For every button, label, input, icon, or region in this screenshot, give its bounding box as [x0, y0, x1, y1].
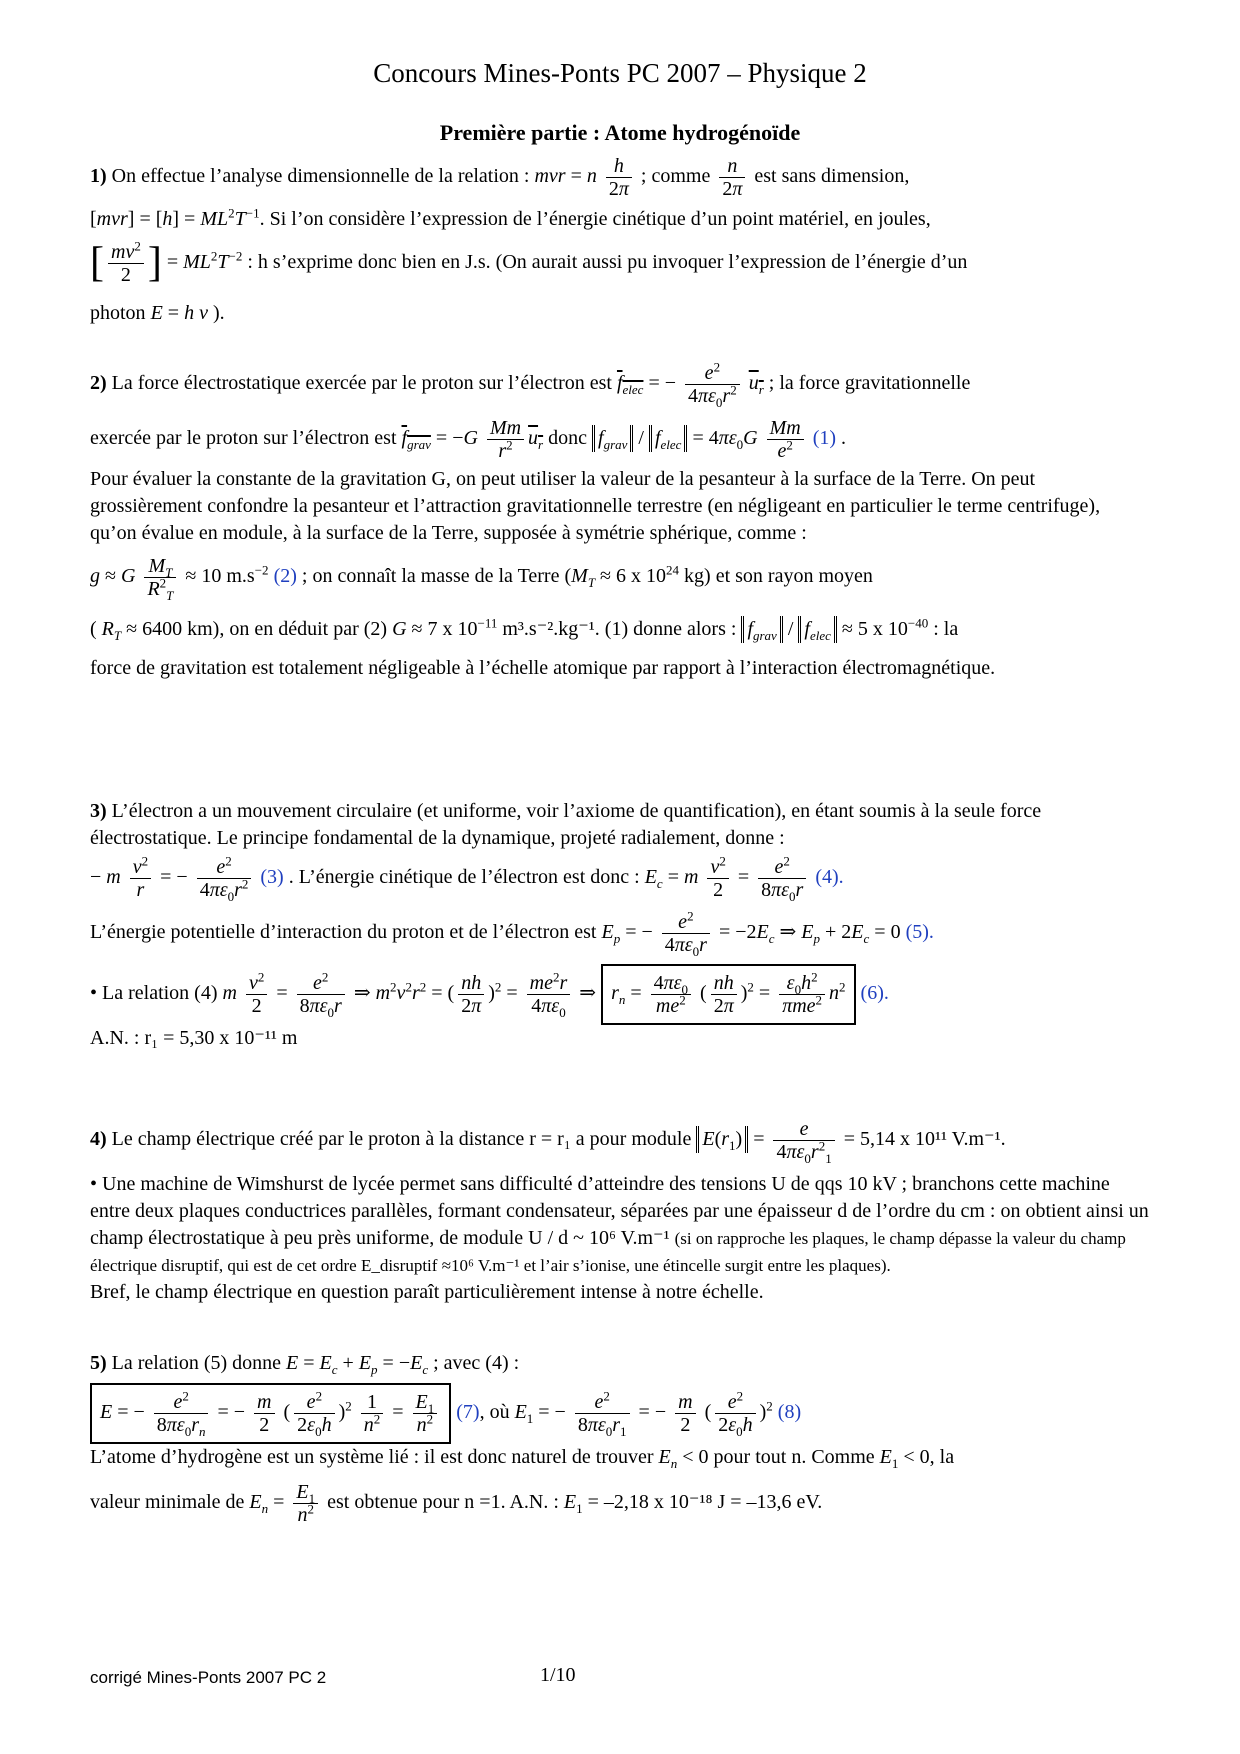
q5-line1: 5) La relation (5) donne $E = E_c + E_p = -E_c$ ; avec (4) :: [90, 1352, 520, 1377]
q2-g-line: g ≈ G $\frac{M_T}{R^2_T}$ ≈ 10 $m.s^{-2}$ (2) ; on connaît la masse de la Terre ($M_T \approx 6$ x $10^{24}$ kg) et son rayon moyen: [90, 555, 873, 603]
q2-text-2: exercée par le proton sur l’électron est: [90, 427, 397, 450]
eq-ref-1: (1): [812, 427, 837, 450]
earth-mass-value: 6 x 10: [616, 565, 667, 588]
question-1: [90, 155, 1150, 327]
eq-ref-8: (8): [777, 1401, 802, 1424]
result-box-rn: $r_n$ = $\frac{4\pi\varepsilon_0}{me^2}$ ( $\frac{nh}{2\pi}$ )$^2$ = $\frac{\varepsilon_0h^2}{\pi me^2}$ $n^2$: [601, 964, 855, 1025]
q3-text: L’électron a un mouvement circulaire (et uniforme, voir l’axiome de quantification), en étant soumis à la seule force électrostatique. Le principe fondamental de la dynamique, projeté radialement, donne :: [90, 800, 1042, 849]
q3-paragraph: [90, 798, 1150, 852]
q2-line2: exercée par le proton sur l’électron est $f_{grav} = -G$ $\frac{Mm}{r^2}$ $u_r$ donc $f_{grav} / f_{elec} = 4\pi\varepsilon_0G$ $\frac{Mm}{e^2}$ (1) .: [90, 417, 847, 462]
q5-text-4b: est obtenue pour n =1. A.N. :: [327, 1491, 559, 1514]
q4-para1: • Une machine de Wimshurst de lycée permet sans difficulté d’atteindre des tensions U de qqs 10 kV ; branchons cette machine entre deux plaques conductrices parallèles, formant condensateur, séparées par une épaisseur d de l’ordre du cm : on obtient ainsi un champ électrostatique à peu près uniforme, de module U / d ~ 10⁶ V.m⁻¹: [90, 1173, 1149, 1249]
q2-line1: 2) La force électrostatique exercée par le proton sur l’électron est $f_{elec}$ = − $\frac{e^2}{4\pi\varepsilon_0r^2}$ $u_r$ ; la force gravitationnelle: [90, 359, 971, 410]
ratio-value: 5 x 10: [857, 618, 908, 640]
eq-ref-2: (2): [273, 565, 297, 588]
q4-number: 4): [90, 1128, 107, 1151]
q5-text-1: La relation (5) donne: [111, 1352, 282, 1374]
q2-number: 2): [90, 372, 107, 395]
q3-number: 3): [90, 800, 107, 822]
q1-text-3: : h s’exprime donc bien en J.s. (On aurait aussi pu invoquer l’expression de l’énergie d’un: [247, 251, 968, 274]
q1-text-1c: est sans dimension,: [754, 165, 910, 188]
q5-text-3c: , la: [929, 1446, 955, 1468]
eq-ref-5: (5).: [905, 921, 934, 944]
q1-text-4: photon: [90, 302, 146, 324]
q5-text-4c: = –2,18 x 10⁻¹⁸ J = –13,6 eV.: [587, 1491, 823, 1514]
eq-ref-6: (6).: [860, 982, 889, 1005]
q3-ep-line: L’énergie potentielle d’interaction du proton et de l’électron est $E_p$ = − $\frac{e^2}{4\pi\varepsilon_0r}$ = $-2E_c$ ⇒ $E_p + 2E_c = 0$ (5).: [90, 908, 934, 959]
G-unit: m³.s⁻².kg⁻¹. (1) donne alors :: [502, 618, 737, 640]
q1-line2: $[mvr] = [h] = ML^2T^{-1}$. Si l’on considère l’expression de l’énergie cinétique d’un point matériel, en joules,: [90, 205, 931, 230]
q5-ou: , où: [479, 1401, 510, 1424]
question-5: [90, 1350, 1150, 1526]
eq-ref-3: (3): [260, 866, 284, 889]
q4-para1-small: (si on rapproche les plaques, le champ dépasse la valeur du champ électrique disruptif, qui est de cet ordre E_disruptif ≈10⁶ V.m⁻¹ et l’air s’ionise, une étincelle surgit entre les plaques).: [90, 1229, 1126, 1275]
q4-paragraph-2: Bref, le champ électrique en question paraît particulièrement intense à notre échelle.: [90, 1281, 764, 1303]
q5-line4: valeur minimale de $E_n$ = $\frac{E_1}{n^2}$ est obtenue pour n =1. A.N. : $E_1 = -2,18$ x 10⁻¹⁸ J = –13,6 eV.: [90, 1481, 823, 1526]
q3-rel-text: • La relation (4): [90, 982, 218, 1005]
q1-text-1: On effectue l’analyse dimensionnelle de la relation :: [111, 165, 530, 188]
question-3: [90, 798, 1150, 1052]
q5-text-3b: pour tout n. Comme: [713, 1446, 875, 1468]
q5-text-1b: ; avec (4) :: [433, 1352, 520, 1374]
q4-paragraph-1: [90, 1171, 1150, 1279]
q5-eq-line: E = − $\frac{e^2}{8\pi\varepsilon_0r_n}$ = − $\frac{m}{2}$ ( $\frac{e^2}{2\varepsilon_0h}$ )$^2$ $\frac{1}{n^2}$ = $\frac{E_1}{n^2}$ (7), où $E_1$ = − $\frac{e^2}{8\pi\varepsilon_0r_1}$ = − $\frac{m}{2}$ ( $\frac{e^2}{2\varepsilon_0h}$ )$^2$ (8): [90, 1383, 1150, 1444]
q5-line3: L’atome d’hydrogène est un système lié : il est donc naturel de trouver $E_n < 0$ pour tout n. Comme $E_1 < 0$, la: [90, 1446, 955, 1471]
q4-line1: 4) Le champ électrique créé par le proton à la distance r = r₁ a pour module $E(r_1)$ = $\frac{e}{4\pi\varepsilon_0r^2_1}$ = 5,14 x 10¹¹ V.m⁻¹.: [90, 1118, 1006, 1166]
q2-paragraph: Pour évaluer la constante de la gravitation G, on peut utiliser la valeur de la pesanteur à la surface de la Terre. On peut grossièrement confondre la pesanteur et l’attraction gravitationnelle terrestre (en négligeant en particulier le terme centrifuge), qu’on évalue en module, à la surface de la Terre, supposée à symétrie sphérique, comme :: [90, 468, 1101, 544]
result-box-energy: E = − $\frac{e^2}{8\pi\varepsilon_0r_n}$ = − $\frac{m}{2}$ ( $\frac{e^2}{2\varepsilon_0h}$ )$^2$ $\frac{1}{n^2}$ = $\frac{E_1}{n^2}$: [90, 1383, 451, 1444]
q2-text-1: La force électrostatique exercée par le proton sur l’électron est: [111, 372, 612, 395]
question-2: [90, 359, 1150, 682]
q3-an: A.N. : r₁ = 5,30 x 10⁻¹¹ m: [90, 1027, 298, 1049]
G-value: 7 x 10: [427, 618, 478, 640]
page-number: 1/10: [540, 1664, 576, 1686]
q1-line1: 1) On effectue l’analyse dimensionnelle de la relation : mvr = n $\frac{h}{2\pi}$ ; comme $\frac{n}{2\pi}$ est sans dimension,: [90, 155, 910, 200]
earth-radius-value: 6400 km), on en déduit par (2): [142, 618, 388, 640]
section-title: Première partie : Atome hydrogénoïde: [439, 120, 801, 145]
footer-label: corrigé Mines-Ponts 2007 PC 2: [90, 1668, 327, 1687]
q1-line4: photon E = h ν ).: [90, 302, 225, 324]
eq-ref-4: (4).: [815, 866, 844, 889]
q2-text-1b: ; la force gravitationnelle: [768, 372, 971, 395]
page-title: Concours Mines-Ponts PC 2007 – Physique 2: [373, 58, 867, 88]
q5-text-4: valeur minimale de: [90, 1491, 245, 1514]
eq-ref-7: (7): [456, 1401, 480, 1424]
ratio-end: : la: [933, 618, 959, 640]
field-value: = 5,14 x 10¹¹ V.m⁻¹.: [843, 1128, 1006, 1151]
q2-conclusion: force de gravitation est totalement négligeable à l’échelle atomique par rapport à l’interaction électromagnétique.: [90, 657, 996, 679]
earth-mass-unit: kg) et son rayon moyen: [684, 565, 873, 588]
g-value: 10 m.s: [201, 565, 255, 588]
q1-text-2: . Si l’on considère l’expression de l’énergie cinétique d’un point matériel, en joules,: [259, 208, 931, 230]
q3-eq3-line: − m $\frac{v^2}{r}$ = − $\frac{e^2}{4\pi\varepsilon_0r^2}$ (3) . L’énergie cinétique de l’électron est donc : $E_c = m$ $\frac{v^2}{2}$ = $\frac{e^2}{8\pi\varepsilon_0r}$ (4).: [90, 853, 844, 904]
q1-text-1b: ; comme: [640, 165, 711, 188]
q2-G-line: ( $R_T \approx 6400$ km), on en déduit par (2) G ≈ 7 x $10^{-11}$ m³.s⁻².kg⁻¹. (1) donne alors : $f_{grav} / f_{elec} \approx 5$ x $10^{-40}$ : la: [90, 615, 959, 643]
q3-rn-line: • La relation (4) m $\frac{v^2}{2}$ = $\frac{e^2}{8\pi\varepsilon_0r}$ ⇒ $m^2v^2r^2$ = ( $\frac{nh}{2\pi}$ )$^2$ = $\frac{me^2r}{4\pi\varepsilon_0}$ ⇒ $r_n$ = $\frac{4\pi\varepsilon_0}{me^2}$ ( $\frac{nh}{2\pi}$ )$^2$ = $\frac{\varepsilon_0h^2}{\pi me^2}$ $n^2$ (6).: [90, 964, 1150, 1025]
q3-ep-text: L’énergie potentielle d’interaction du proton et de l’électron est: [90, 921, 597, 944]
q4-text-1: Le champ électrique créé par le proton à la distance r = r₁ a pour module: [111, 1128, 692, 1151]
q2-text-2b: donc: [548, 427, 587, 450]
q5-number: 5): [90, 1352, 107, 1374]
q1-line3: [ $\frac{mv^2}{2}$ ] = $ML^2T^{-2}$ : h s’exprime donc bien en J.s. (On aurait aussi pu invoquer l’expression de l’énergie d’un: [90, 238, 968, 286]
q1-number: 1): [90, 165, 107, 188]
q5-text-3: L’atome d’hydrogène est un système lié : il est donc naturel de trouver: [90, 1446, 654, 1468]
question-4: [90, 1118, 1150, 1306]
q2-g-text: ; on connaît la masse de la Terre (: [301, 565, 572, 588]
q3-ec-text: . L’énergie cinétique de l’électron est donc :: [288, 866, 640, 889]
